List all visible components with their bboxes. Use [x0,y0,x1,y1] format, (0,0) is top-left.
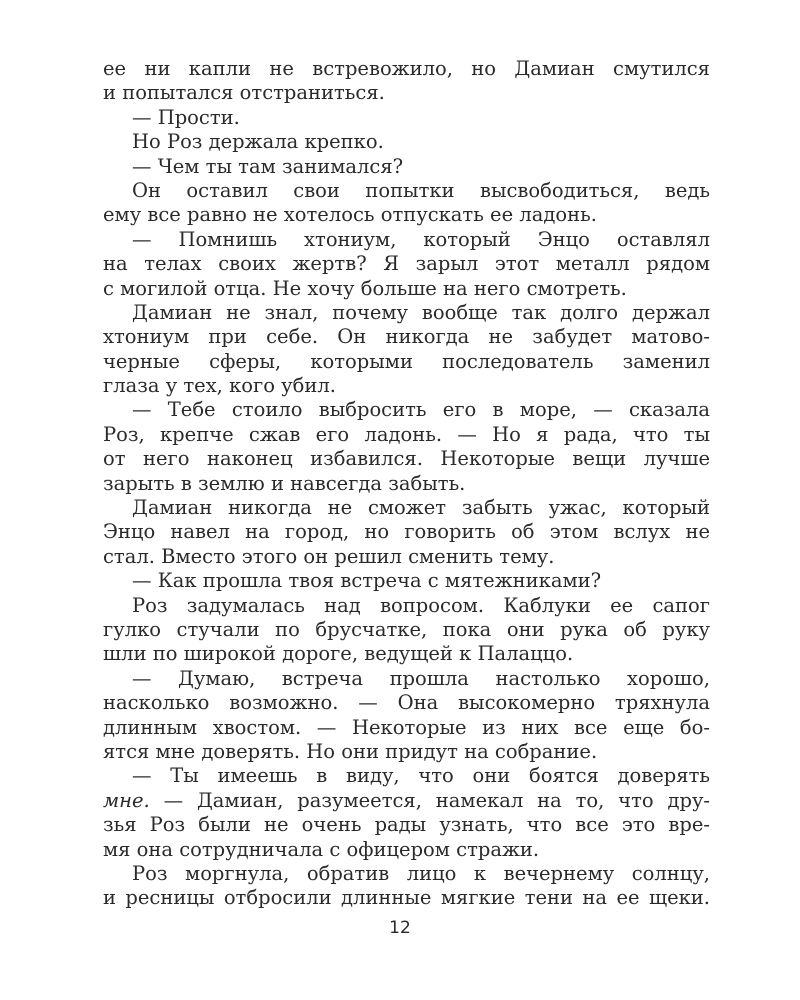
text-line [103,642,710,666]
line-text: Роз, крепче сжав его ладонь. — Но я рада, что ты [103,422,710,446]
text-line [103,350,710,374]
text-line [103,472,710,496]
line-text: — Как прошла твоя встреча с мятежниками? [132,569,602,593]
line-text: черные сферы, которыми последователь заменил [103,349,710,373]
text-line [103,886,710,910]
text-line [103,813,710,837]
line-text: ятся мне доверять. Но они придут на собрание. [103,739,598,763]
text-line [103,81,710,105]
text-line [103,423,710,447]
text-line [103,398,710,422]
line-text: — Дамиан, разумеется, намекал на то, что дру- [149,788,710,812]
text-line [103,594,710,618]
text-line [103,740,710,764]
text-line [103,155,710,179]
text-line [103,764,710,788]
line-text: насколько возможно. — Она высокомерно тряхнула [103,691,710,715]
text-line [103,520,710,544]
text-line [103,252,710,276]
line-text: Роз задумалась над вопросом. Каблуки ее сапог [132,593,710,617]
line-text: на телах своих жертв? Я зарыл этот металл рядом [103,252,710,276]
line-text: гулко стучали по брусчатке, пока они рука об руку [103,617,710,641]
text-line [103,667,710,691]
line-text: ему все равно не хотелось отпускать ее ладонь. [103,203,597,227]
text-line [103,545,710,569]
line-text: зарыть в землю и навсегда забыть. [103,471,466,495]
text-line [103,57,710,81]
line-text: Энцо навел на город, но говорить об этом вслух не [103,520,710,544]
text-line [103,374,710,398]
page-number: 12 [389,918,411,938]
line-text: Он оставил свои попытки высвободиться, ведь [132,178,710,202]
text-line [103,447,710,471]
text-line [103,130,710,154]
text-line [103,691,710,715]
line-text: от него наконец избавился. Некоторые вещи лучше [103,447,710,471]
line-text: стал. Вместо этого он решил сменить тему. [103,544,555,568]
line-text: Но Роз держала крепко. [132,130,384,154]
line-text: — Тебе стоило выбросить его в море, — сказала [132,398,710,422]
book-page-text [103,57,710,911]
line-text: — Помнишь хтониум, который Энцо оставлял [132,227,710,251]
text-line [103,789,710,813]
text-line [103,838,710,862]
text-line [103,496,710,520]
text-line [103,325,710,349]
line-text: шли по широкой дороге, ведущей к Палаццо. [103,642,574,666]
line-text: глаза у тех, кого убил. [103,374,336,398]
line-text: Дамиан никогда не сможет забыть ужас, который [132,496,710,520]
line-text: — Думаю, встреча прошла настолько хорошо, [132,666,710,690]
italic-text: мне. [103,788,150,812]
text-line [103,203,710,227]
line-text: ее ни капли не встревожило, но Дамиан смутился [103,57,710,80]
line-text: Дамиан не знал, почему вообще так долго держал [132,300,710,324]
line-text: длинным хвостом. — Некоторые из них все еще бо- [103,715,710,739]
line-text: и ресницы отбросили длинные мягкие тени на ее щеки. [103,886,710,910]
text-line [103,716,710,740]
line-text: — Чем ты там занимался? [132,154,404,178]
text-line [103,618,710,642]
line-text: и попытался отстраниться. [103,81,385,105]
text-line [103,862,710,886]
line-text: хтониум при себе. Он никогда не забудет матово- [103,325,710,349]
text-line [103,228,710,252]
text-line [103,569,710,593]
text-line [103,277,710,301]
text-line [103,106,710,130]
line-text: — Прости. [132,105,240,129]
line-text: с могилой отца. Не хочу больше на него смотреть. [103,276,627,300]
line-text: Роз моргнула, обратив лицо к вечернему солнцу, [132,861,710,885]
text-line [103,179,710,203]
line-text: — Ты имеешь в виду, что они боятся доверять [132,764,710,788]
text-line [103,301,710,325]
line-text: мя она сотрудничала с офицером стражи. [103,837,540,861]
line-text: зья Роз были не очень рады узнать, что все это вре- [103,813,710,837]
